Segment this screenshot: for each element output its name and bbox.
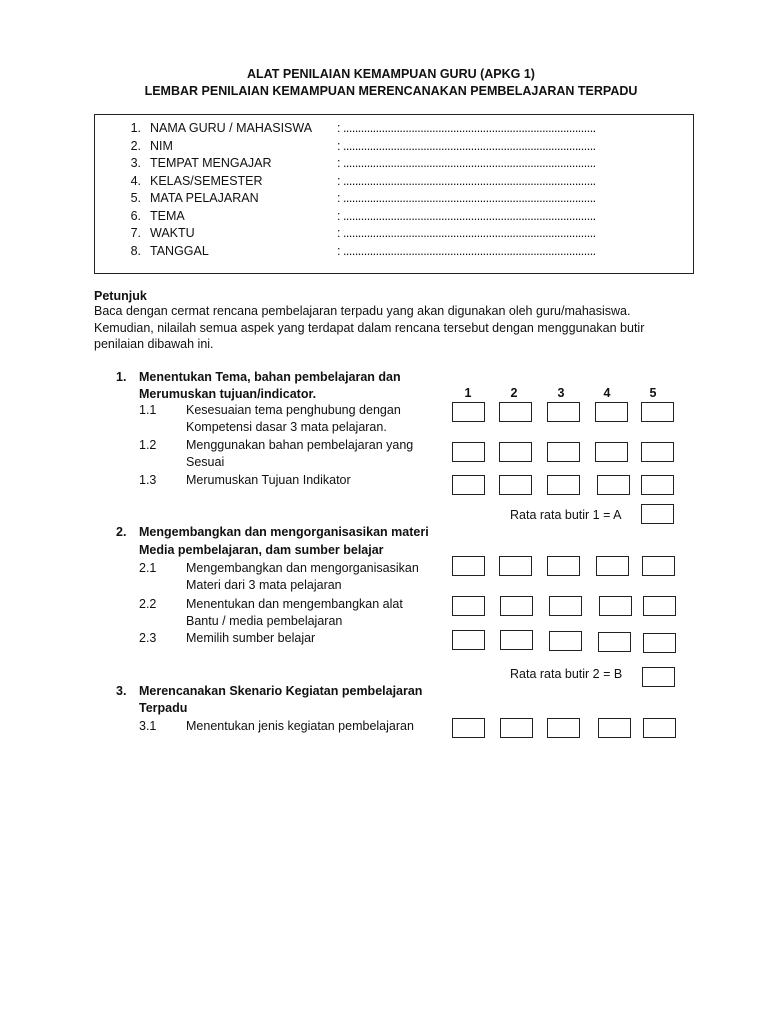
score-box[interactable] <box>643 596 676 616</box>
page-title: ALAT PENILAIAN KEMAMPUAN GURU (APKG 1) <box>247 67 535 81</box>
field-number: 6. <box>130 208 141 223</box>
score-box[interactable] <box>452 402 485 422</box>
score-box[interactable] <box>595 442 628 462</box>
score-box[interactable] <box>547 475 580 495</box>
score-box[interactable] <box>452 556 485 576</box>
item-number: 2.3 <box>139 631 157 645</box>
section-title: Terpadu <box>139 701 188 715</box>
score-box[interactable] <box>500 718 533 738</box>
section-title: Menentukan Tema, bahan pembelajaran dan <box>139 370 401 384</box>
average-label: Rata rata butir 2 = B <box>510 667 623 681</box>
score-box[interactable] <box>641 442 674 462</box>
scale-label: 3 <box>557 386 565 400</box>
section-number: 2. <box>116 525 127 539</box>
score-box[interactable] <box>641 475 674 495</box>
score-box[interactable] <box>452 596 485 616</box>
score-box[interactable] <box>549 596 582 616</box>
section-number: 3. <box>116 684 127 698</box>
section-number: 1. <box>116 370 127 384</box>
item-text: Sesuai <box>186 455 225 469</box>
field-number: 2. <box>130 138 141 153</box>
item-text: Merumuskan Tujuan Indikator <box>186 473 351 487</box>
field-value[interactable]: : ..................................................................................... <box>337 226 596 240</box>
score-box[interactable] <box>547 402 580 422</box>
item-text: Memilih sumber belajar <box>186 631 316 645</box>
score-box[interactable] <box>598 632 631 652</box>
field-label: MATA PELAJARAN <box>150 191 259 205</box>
field-value[interactable]: : ..................................................................................... <box>337 191 596 205</box>
field-label: KELAS/SEMESTER <box>150 173 263 188</box>
field-label: NIM <box>150 138 173 153</box>
section-title: Merencanakan Skenario Kegiatan pembelajaran <box>139 684 423 698</box>
score-box[interactable] <box>549 631 582 651</box>
instructions-heading: Petunjuk <box>94 289 147 303</box>
score-box[interactable] <box>641 402 674 422</box>
scale-label: 5 <box>649 386 657 400</box>
item-number: 1.2 <box>139 438 157 452</box>
score-box[interactable] <box>599 596 632 616</box>
score-box[interactable] <box>598 718 631 738</box>
field-label: WAKTU <box>150 226 195 240</box>
field-value[interactable]: : ..................................................................................... <box>337 243 596 258</box>
score-box[interactable] <box>500 630 533 650</box>
field-value[interactable]: : ..................................................................................... <box>337 156 596 170</box>
average-box[interactable] <box>641 504 674 524</box>
score-box[interactable] <box>500 596 533 616</box>
field-number: 1. <box>130 121 141 135</box>
scale-label: 4 <box>603 386 611 400</box>
section-title: Media pembelajaran, dam sumber belajar <box>139 543 384 557</box>
score-box[interactable] <box>595 402 628 422</box>
instructions-line: penilaian dibawah ini. <box>94 337 214 351</box>
field-label: NAMA GURU / MAHASISWA <box>150 121 313 135</box>
score-box[interactable] <box>499 475 532 495</box>
field-label: TANGGAL <box>150 243 209 258</box>
item-number: 1.3 <box>139 473 157 487</box>
score-box[interactable] <box>642 556 675 576</box>
identity-box <box>94 114 694 274</box>
field-value[interactable]: : ..................................................................................... <box>337 121 596 135</box>
score-box[interactable] <box>596 556 629 576</box>
item-text: Materi dari 3 mata pelajaran <box>186 578 342 592</box>
instructions-line: Kemudian, nilailah semua aspek yang terdapat dalam rencana tersebut dengan menggunakan butir <box>94 321 645 335</box>
item-text: Kesesuaian tema penghubung dengan <box>186 403 401 417</box>
field-value[interactable]: : ..................................................................................... <box>337 138 596 153</box>
field-label: TEMPAT MENGAJAR <box>150 156 272 170</box>
field-value[interactable]: : ..................................................................................... <box>337 208 596 223</box>
score-box[interactable] <box>499 402 532 422</box>
score-box[interactable] <box>499 442 532 462</box>
score-box[interactable] <box>547 718 580 738</box>
score-box[interactable] <box>547 442 580 462</box>
score-box[interactable] <box>499 556 532 576</box>
field-number: 5. <box>130 191 141 205</box>
score-box[interactable] <box>643 633 676 653</box>
section-title: Merumuskan tujuan/indicator. <box>139 387 317 401</box>
average-box[interactable] <box>642 667 675 687</box>
score-box[interactable] <box>547 556 580 576</box>
field-label: TEMA <box>150 208 185 223</box>
item-text: Bantu / media pembelajaran <box>186 614 343 628</box>
instructions-line: Baca dengan cermat rencana pembelajaran terpadu yang akan digunakan oleh guru/mahasiswa. <box>94 304 631 318</box>
item-number: 3.1 <box>139 719 157 733</box>
page-subtitle: LEMBAR PENILAIAN KEMAMPUAN MERENCANAKAN PEMBELAJARAN TERPADU <box>144 84 638 98</box>
section-title: Mengembangkan dan mengorganisasikan materi <box>139 525 429 539</box>
item-number: 2.1 <box>139 561 157 575</box>
field-value[interactable]: : ..................................................................................... <box>337 173 596 188</box>
item-text: Menggunakan bahan pembelajaran yang <box>186 438 414 452</box>
field-number: 7. <box>130 226 141 240</box>
average-label: Rata rata butir 1 = A <box>510 508 622 522</box>
scale-label: 1 <box>464 386 472 400</box>
score-box[interactable] <box>643 718 676 738</box>
item-number: 2.2 <box>139 597 157 611</box>
field-number: 3. <box>130 156 141 170</box>
field-number: 4. <box>130 173 141 188</box>
item-text: Mengembangkan dan mengorganisasikan <box>186 561 419 575</box>
score-box[interactable] <box>452 475 485 495</box>
item-text: Menentukan dan mengembangkan alat <box>186 597 403 611</box>
item-text: Kompetensi dasar 3 mata pelajaran. <box>186 420 387 434</box>
score-box[interactable] <box>452 442 485 462</box>
item-text: Menentukan jenis kegiatan pembelajaran <box>186 719 414 733</box>
score-box[interactable] <box>597 475 630 495</box>
scale-label: 2 <box>510 386 518 400</box>
item-number: 1.1 <box>139 403 157 417</box>
score-box[interactable] <box>452 718 485 738</box>
score-box[interactable] <box>452 630 485 650</box>
field-number: 8. <box>130 243 141 258</box>
